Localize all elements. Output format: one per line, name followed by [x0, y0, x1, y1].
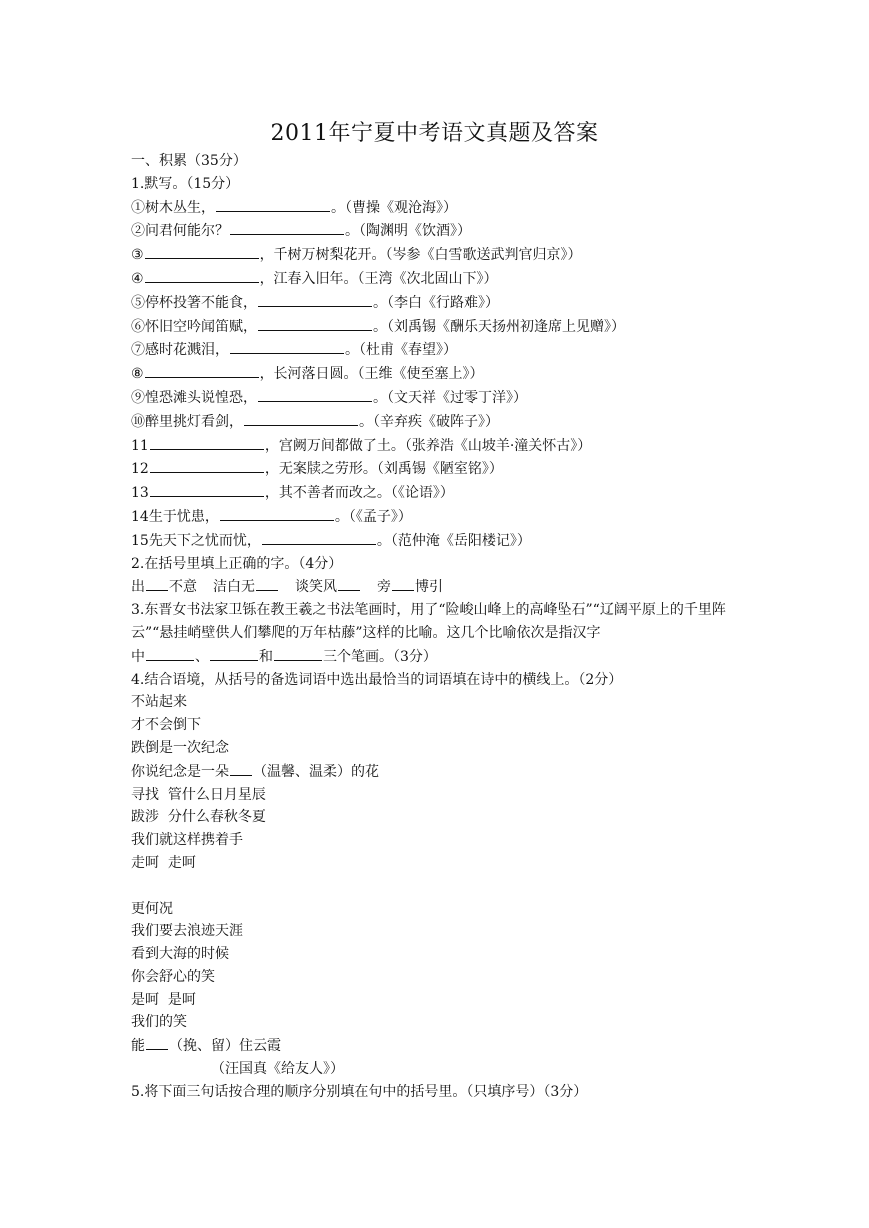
dictation-source: 。（《孟子》） — [334, 508, 412, 525]
poem-line: 寻找 管什么日月星辰 — [131, 786, 266, 803]
poem-line: 是呵 是呵 — [131, 991, 196, 1008]
idiom-suffix: 博引 — [415, 579, 443, 596]
dictation-prompt: ⑧ — [131, 366, 144, 383]
dictation-item — [131, 338, 746, 362]
answer-blank[interactable] — [244, 410, 358, 426]
answer-blank[interactable] — [145, 243, 259, 259]
answer-blank[interactable] — [258, 291, 372, 307]
dictation-prompt: ②问君何能尔？ — [131, 223, 229, 240]
dictation-prompt: ④ — [131, 270, 144, 287]
dictation-prompt: 13 — [131, 485, 149, 502]
answer-blank[interactable] — [146, 1034, 168, 1050]
dictation-prompt: 11 — [131, 437, 149, 454]
stanza-break — [131, 875, 746, 898]
dictation-source: 。（刘禹锡《酬乐天扬州初逢席上见赠》） — [373, 318, 625, 335]
poem-line: 走呵 走呵 — [131, 854, 196, 871]
dictation-source: 。（文天祥《过零丁洋》） — [373, 389, 527, 406]
question-1-list — [131, 196, 746, 553]
answer-blank[interactable] — [150, 457, 264, 473]
dictation-source: 。（陶渊明《饮酒》） — [345, 223, 471, 240]
q3-prefix: 中 — [131, 648, 145, 665]
answer-blank[interactable] — [274, 645, 322, 661]
dictation-item — [131, 362, 746, 386]
poem-line: 才不会倒下 — [131, 717, 201, 734]
idiom-prefix: 洁白无 — [213, 579, 255, 596]
document-body — [131, 150, 746, 1104]
dictation-item — [131, 267, 746, 291]
dictation-source: ，江春入旧年。（王湾《次北固山下》） — [259, 270, 498, 287]
dictation-item — [131, 457, 746, 481]
poem-line-blank — [131, 1034, 746, 1058]
dictation-source: 。（曹操《观沧海》） — [331, 199, 457, 216]
question-5-title: 5.将下面三句话按合理的顺序分别填在句中的括号里。（只填序号）（3分） — [131, 1083, 588, 1100]
dictation-source: 。（范仲淹《岳阳楼记》） — [376, 532, 531, 549]
q3-suffix: 三个笔画。（3分） — [323, 648, 437, 665]
dictation-source: ，千树万树梨花开。（岑参《白雪歌送武判官归京》） — [259, 247, 582, 264]
answer-blank[interactable] — [392, 575, 414, 591]
answer-blank[interactable] — [338, 575, 360, 591]
answer-blank[interactable] — [262, 529, 376, 545]
poem-line: 跋涉 分什么春秋冬夏 — [131, 809, 266, 826]
answer-blank[interactable] — [146, 645, 194, 661]
dictation-prompt: ⑥怀旧空吟闻笛赋， — [131, 318, 257, 335]
dictation-item — [131, 386, 746, 410]
poem-text: 你说纪念是一朵 — [131, 763, 229, 780]
dictation-item — [131, 410, 746, 434]
idiom-suffix: 不意 — [169, 579, 197, 596]
dictation-source: ，长河落日圆。（王维《使至塞上》） — [259, 366, 484, 383]
dictation-item — [131, 434, 746, 458]
poem-line: 跌倒是一次纪念 — [131, 739, 229, 756]
poem-line: 我们的笑 — [131, 1014, 187, 1031]
dictation-prompt: ①树木丛生， — [131, 199, 215, 216]
idiom-prefix: 出 — [131, 579, 145, 596]
idiom-prefix: 谈笑风 — [295, 579, 337, 596]
question-2-items — [131, 575, 746, 599]
poem-source: （汪国真《给友人》） — [211, 1061, 344, 1078]
poem-line: 你会舒心的笑 — [131, 968, 215, 985]
dictation-prompt: 14生于忧患， — [131, 508, 219, 525]
dictation-item — [131, 481, 746, 505]
poem-text: （温馨、温柔）的花 — [253, 763, 379, 780]
answer-blank[interactable] — [216, 196, 330, 212]
question-1-title: 1.默写。（15分） — [131, 175, 240, 192]
dictation-prompt: ⑦感时花溅泪， — [131, 342, 229, 359]
dictation-prompt: 15先天下之忧而忧， — [131, 532, 261, 549]
dictation-source: 。（杜甫《春望》） — [345, 342, 457, 359]
poem-text: （挽、留）住云霞 — [169, 1038, 281, 1055]
answer-blank[interactable] — [230, 760, 252, 776]
dictation-source: 。（李白《行路难》） — [373, 294, 499, 311]
question-3-blanks — [131, 645, 746, 669]
poem-line: 我们就这样携着手 — [131, 832, 243, 849]
dictation-item — [131, 315, 746, 339]
answer-blank[interactable] — [258, 315, 372, 331]
dictation-prompt: 12 — [131, 461, 149, 478]
dictation-item — [131, 219, 746, 243]
poem-line: 更何况 — [131, 900, 173, 917]
dictation-source: ，无案牍之劳形。（刘禹锡《陋室铭》） — [264, 461, 503, 478]
dictation-source: ，宫阙万间都做了土。（张养浩《山坡羊·潼关怀古》） — [264, 437, 592, 454]
poem-line-blank — [131, 760, 746, 784]
poem-line: 看到大海的时候 — [131, 946, 229, 963]
answer-blank[interactable] — [210, 645, 258, 661]
section-heading: 一、积累（35分） — [131, 153, 247, 169]
answer-blank[interactable] — [258, 386, 372, 402]
dictation-item — [131, 243, 746, 267]
dictation-source: 。（辛弃疾《破阵子》） — [359, 413, 499, 430]
question-3-text: 3.东晋女书法家卫铄在教王羲之书法笔画时，用了“险峻山峰上的高峰坠石”“辽阔平原上的千里阵云”“悬挂峭壁供人们攀爬的万年枯藤”这样的比喻。这几个比喻依次是指汉字 — [131, 602, 726, 641]
dictation-item — [131, 529, 746, 553]
dictation-prompt: ⑤停杯投箸不能食， — [131, 294, 257, 311]
answer-blank[interactable] — [256, 575, 278, 591]
answer-blank[interactable] — [230, 338, 344, 354]
question-2-title: 2.在括号里填上正确的字。（4分） — [131, 555, 343, 572]
dictation-item — [131, 291, 746, 315]
poem-line: 不站起来 — [131, 694, 187, 711]
q3-separator: 和 — [259, 648, 273, 665]
question-4-title: 4.结合语境，从括号的备选词语中选出最恰当的词语填在诗中的横线上。（2分） — [131, 671, 623, 688]
answer-blank[interactable] — [220, 505, 334, 521]
dictation-item — [131, 196, 746, 220]
dictation-prompt: ③ — [131, 247, 144, 264]
idiom-prefix: 旁 — [377, 579, 391, 596]
answer-blank[interactable] — [145, 267, 259, 283]
poem-line: 我们要去浪迹天涯 — [131, 923, 243, 940]
answer-blank[interactable] — [146, 575, 168, 591]
answer-blank[interactable] — [230, 219, 344, 235]
page-title: 2011年宁夏中考语文真题及答案 — [270, 121, 599, 146]
poem-text: 能 — [131, 1038, 145, 1055]
dictation-prompt: ⑨惶恐滩头说惶恐， — [131, 389, 257, 406]
answer-blank[interactable] — [150, 434, 264, 450]
answer-blank[interactable] — [145, 362, 259, 378]
dictation-source: ，其不善者而改之。（《论语》） — [264, 485, 454, 502]
answer-blank[interactable] — [150, 481, 264, 497]
q3-separator: 、 — [195, 648, 209, 665]
dictation-prompt: ⑩醉里挑灯看剑， — [131, 413, 243, 430]
dictation-item — [131, 505, 746, 529]
